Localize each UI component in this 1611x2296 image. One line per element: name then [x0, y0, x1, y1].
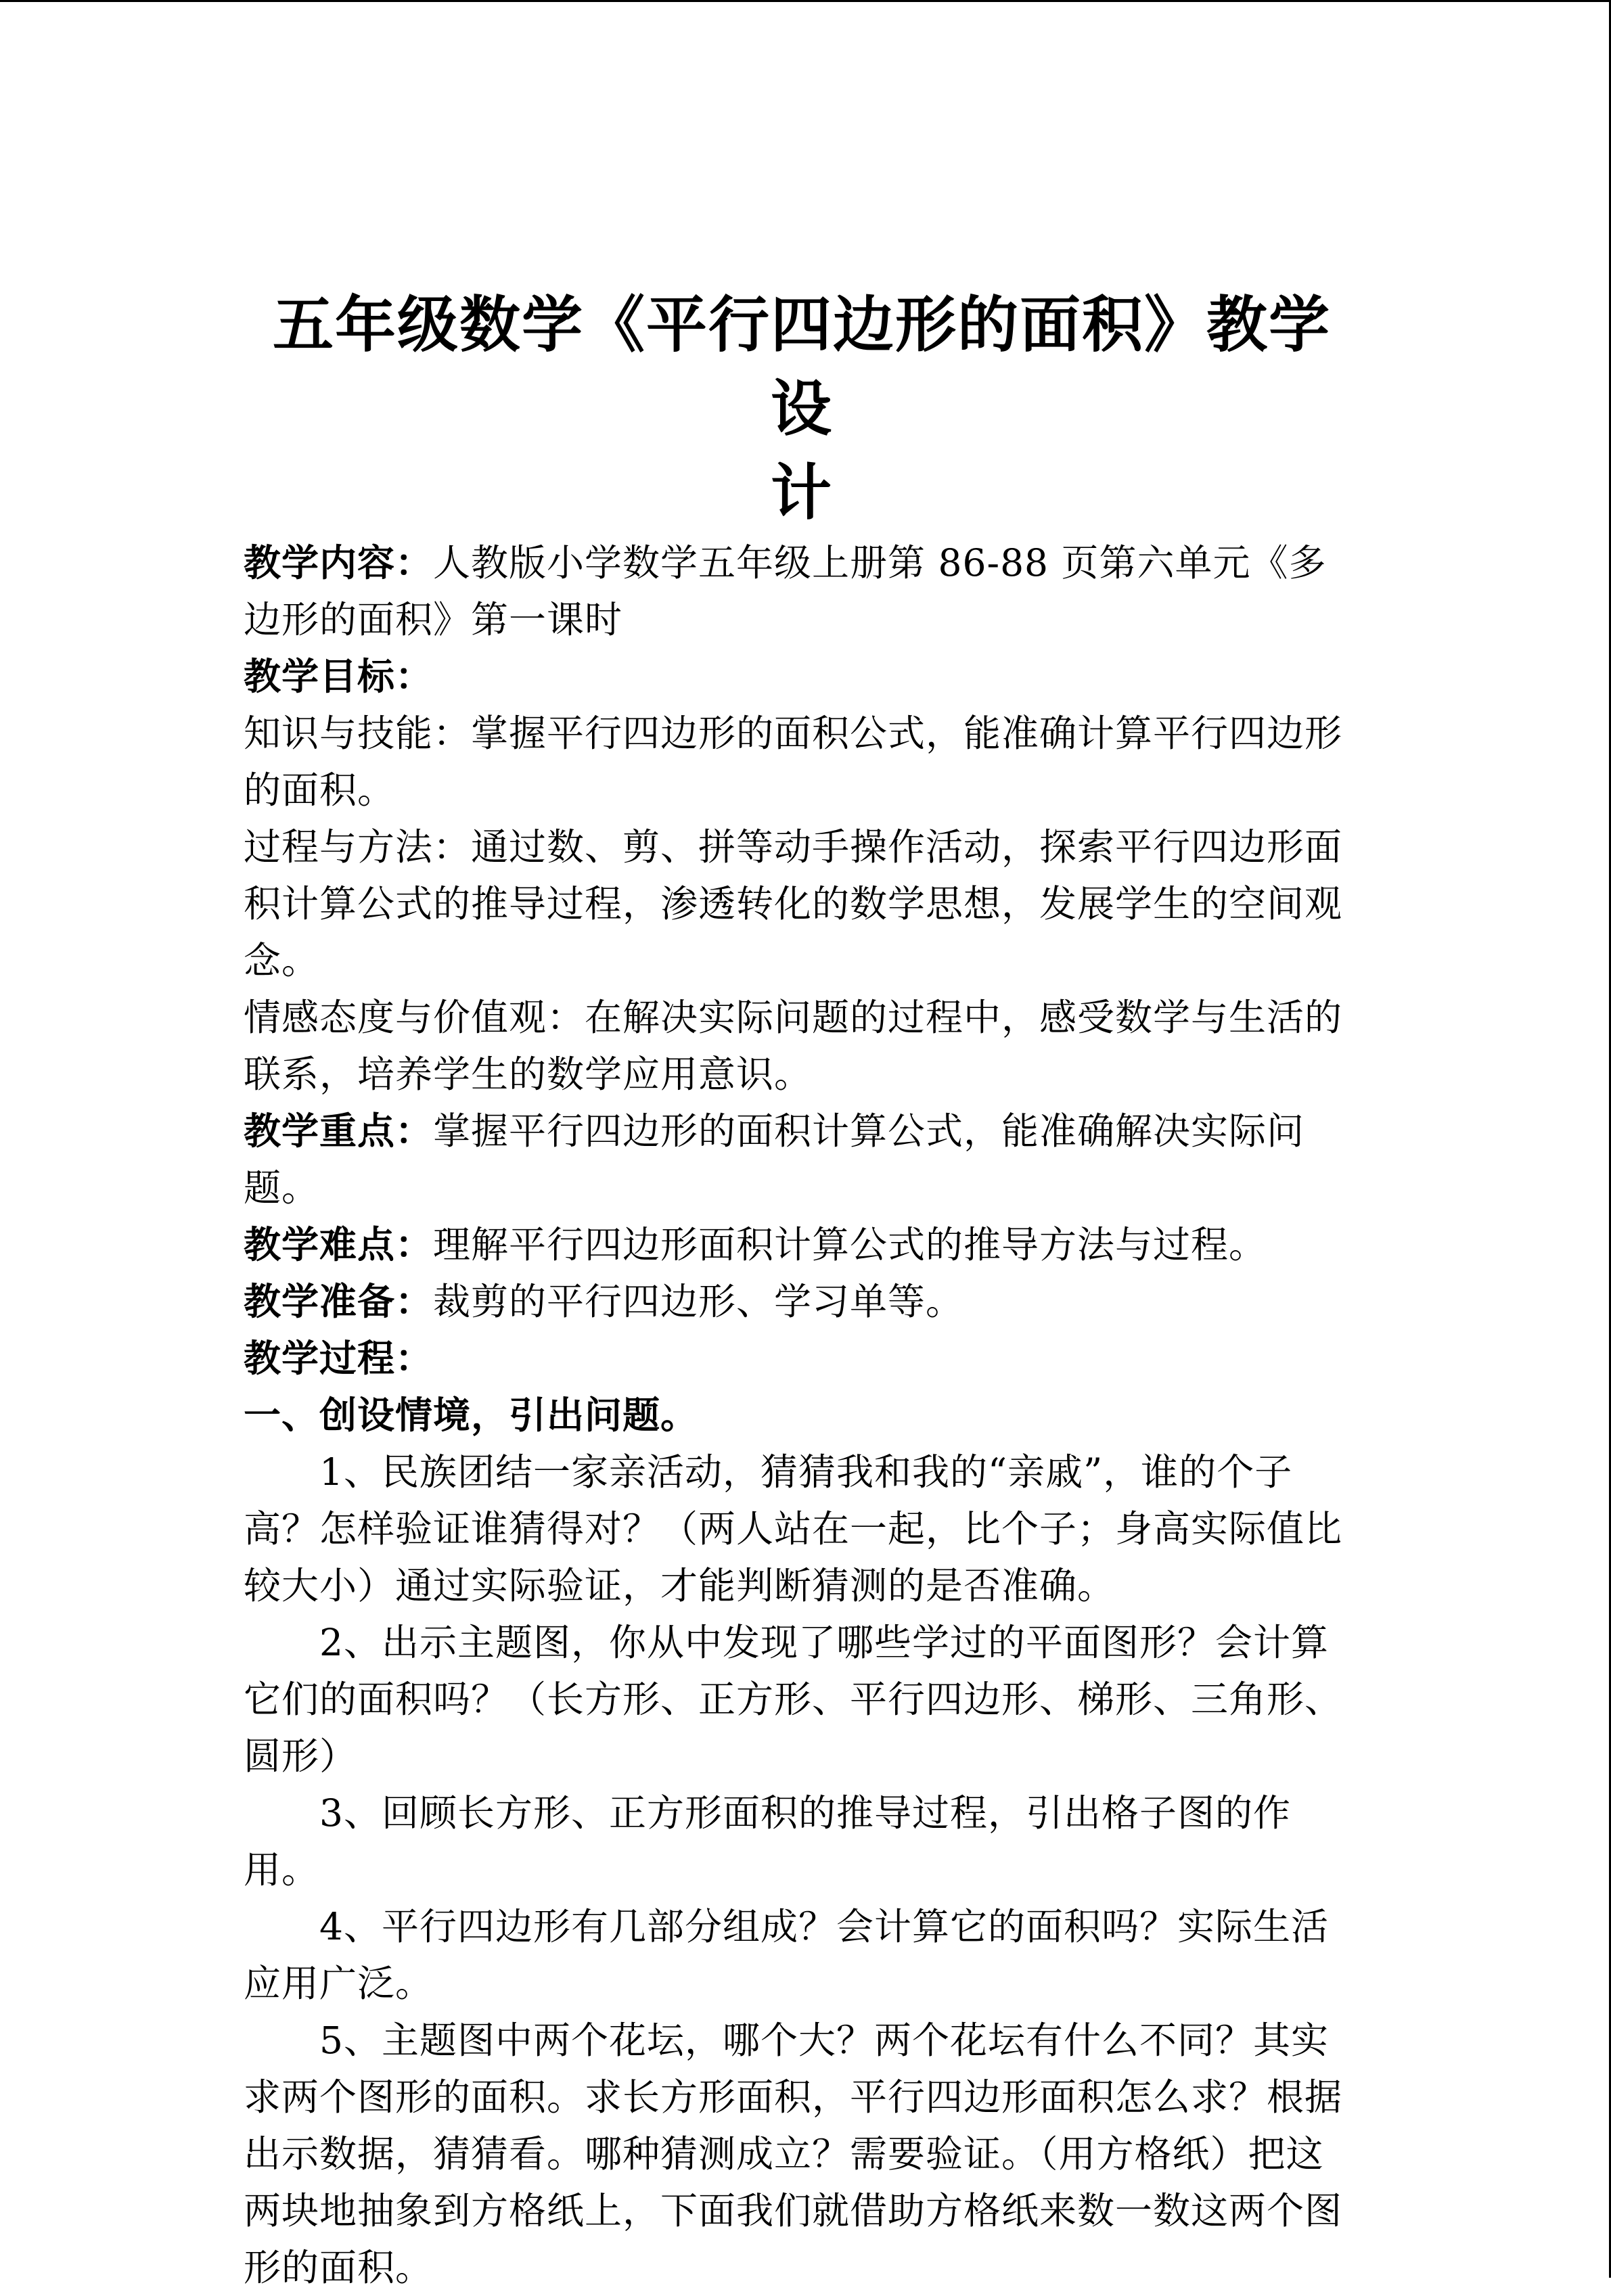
section-1-heading: 一、创设情境，引出问题。 — [244, 1393, 699, 1437]
section-1-item: 5、主题图中两个花坛，哪个大？两个花坛有什么不同？其实求两个图形的面积。求长方形面积，平行四边形面积怎么求？根据出示数据，猜猜看。哪种猜测成立？需要验证。（用方格纸）把这两块地抽象到方格纸上，下面我们就借助方格纸来数一数这两个图形的面积。 — [244, 2019, 1343, 2289]
teaching-content-text: 人教版小学数学五年级上册第 86-88 页第六单元《多边形的面积》第一课时 — [244, 541, 1327, 641]
section-1-item: 4、平行四边形有几部分组成？会计算它的面积吗？实际生活应用广泛。 — [244, 1905, 1329, 2005]
preparation-label: 教学准备： — [244, 1279, 434, 1323]
objective-emotion: 情感态度与价值观：在解决实际问题的过程中，感受数学与生活的联系，培养学生的数学应用意识。 — [244, 996, 1343, 1096]
title-line-2: 计 — [771, 457, 833, 528]
section-1-item: 3、回顾长方形、正方形面积的推导过程，引出格子图的作用。 — [244, 1791, 1291, 1891]
teaching-content-label: 教学内容： — [244, 541, 434, 584]
teaching-content — [244, 534, 1360, 648]
objective-process: 过程与方法：通过数、剪、拼等动手操作活动，探索平行四边形面积计算公式的推导过程，渗透转化的数学思想，发展学生的空间观念。 — [244, 825, 1343, 982]
key-point — [244, 1103, 1360, 1216]
document-body — [244, 283, 1360, 2296]
key-point-text: 掌握平行四边形的面积计算公式，能准确解决实际问题。 — [244, 1109, 1305, 1210]
section-1-item: 2、出示主题图，你从中发现了哪些学过的平面图形？会计算它们的面积吗？（长方形、正方形、平行四边形、梯形、三角形、圆形） — [244, 1621, 1343, 1778]
difficulty-label: 教学难点： — [244, 1222, 434, 1266]
section-1-item: 1、民族团结一家亲活动，猜猜我和我的“亲戚”，谁的个子高？怎样验证谁猜得对？（两人站在一起，比个子；身高实际值比较大小）通过实际验证，才能判断猜测的是否准确。 — [244, 1450, 1343, 1607]
teaching-process-label: 教学过程： — [244, 1336, 434, 1380]
difficulty — [244, 1216, 1360, 1273]
title-line-1: 五年级数学《平行四边形的面积》教学设 — [273, 289, 1331, 444]
teaching-objectives-label: 教学目标： — [244, 654, 434, 698]
page-border-top — [0, 0, 1611, 2]
lesson-plan-text — [244, 534, 1360, 2296]
preparation-text: 裁剪的平行四边形、学习单等。 — [433, 1280, 964, 1323]
document-title — [244, 283, 1360, 534]
objective-knowledge: 知识与技能：掌握平行四边形的面积公式，能准确计算平行四边形的面积。 — [244, 712, 1343, 812]
difficulty-text: 理解平行四边形面积计算公式的推导方法与过程。 — [433, 1223, 1267, 1266]
preparation — [244, 1273, 1360, 1330]
key-point-label: 教学重点： — [244, 1109, 434, 1153]
